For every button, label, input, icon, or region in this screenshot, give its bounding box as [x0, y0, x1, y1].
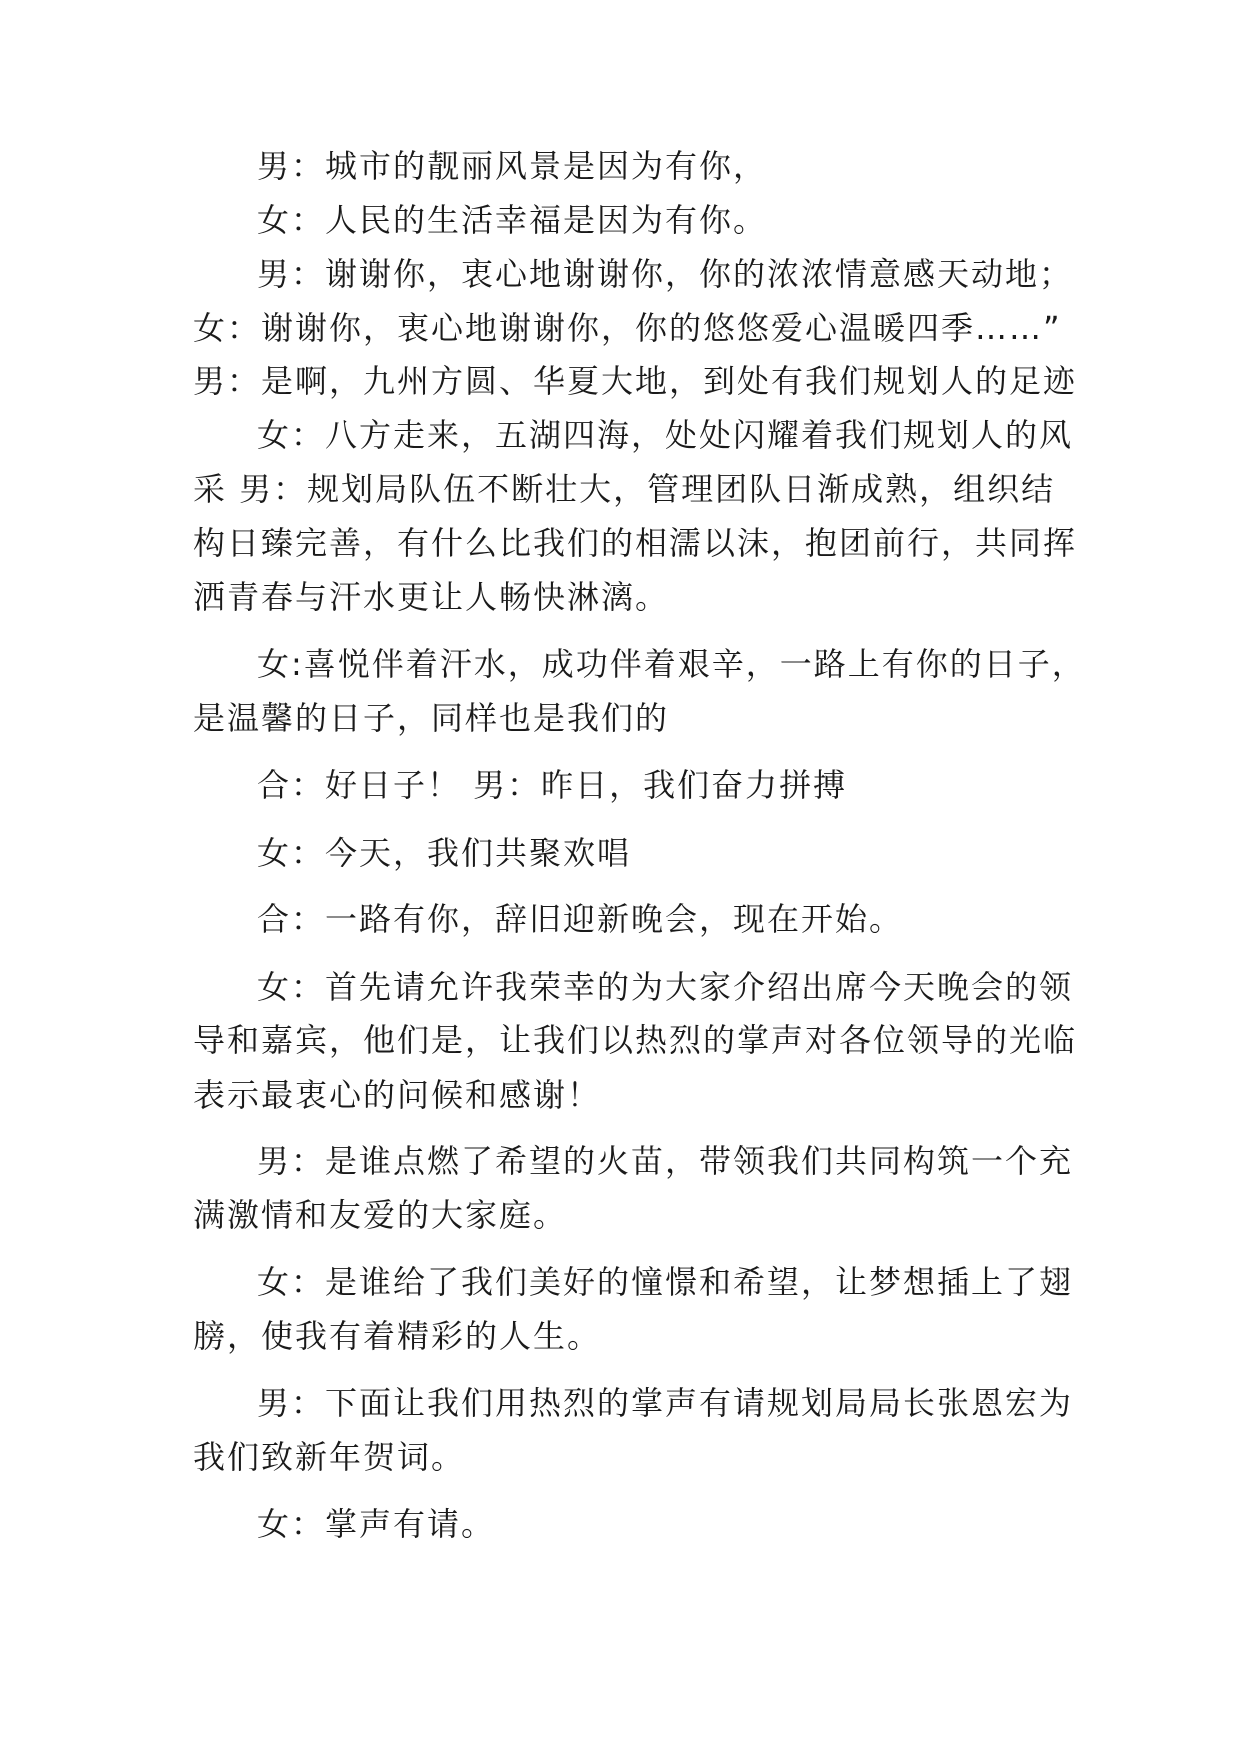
script-line: 男：是谁点燃了希望的火苗，带领我们共同构筑一个充 [257, 1142, 1074, 1180]
script-line: 女：今天，我们共聚欢唱 [257, 834, 632, 872]
script-line: 女：人民的生活幸福是因为有你。 [257, 201, 768, 239]
script-line: 男：下面让我们用热烈的掌声有请规划局局长张恩宏为 [257, 1384, 1074, 1422]
script-line: 构日臻完善，有什么比我们的相濡以沫，抱团前行，共同挥 [193, 524, 1078, 562]
script-line: 女：是谁给了我们美好的憧憬和希望，让梦想插上了翅 [257, 1263, 1074, 1301]
script-line: 女：首先请允许我荣幸的为大家介绍出席今天晚会的领 [257, 968, 1074, 1006]
script-line: 是温馨的日子，同样也是我们的 [193, 699, 670, 737]
script-line: 表示最衷心的问候和感谢！ [193, 1076, 602, 1114]
script-line: 女：谢谢你，衷心地谢谢你，你的悠悠爱心温暖四季……” [193, 309, 1062, 347]
script-line: 合：一路有你，辞旧迎新晚会，现在开始。 [257, 900, 904, 938]
script-line: 导和嘉宾，他们是，让我们以热烈的掌声对各位领导的光临 [193, 1021, 1078, 1059]
script-line: 我们致新年贺词。 [193, 1438, 466, 1476]
script-line: 男：城市的靓丽风景是因为有你， [257, 147, 768, 185]
script-line: 女：八方走来，五湖四海，处处闪耀着我们规划人的风 [257, 416, 1074, 454]
script-line: 女：掌声有请。 [257, 1505, 496, 1543]
script-line: 女:喜悦伴着汗水，成功伴着艰辛，一路上有你的日子， [257, 645, 1086, 683]
script-line: 男：是啊，九州方圆、华夏大地，到处有我们规划人的足迹 [193, 362, 1078, 400]
script-line: 男：谢谢你，衷心地谢谢你，你的浓浓情意感天动地； [257, 255, 1074, 293]
script-line: 合：好日子！ 男：昨日，我们奋力拼搏 [257, 766, 848, 804]
script-line: 采 男：规划局队伍不断壮大，管理团队日渐成熟，组织结 [193, 470, 1056, 508]
script-line: 满激情和友爱的大家庭。 [193, 1196, 568, 1234]
script-line: 膀，使我有着精彩的人生。 [193, 1317, 602, 1355]
script-line: 洒青春与汗水更让人畅快淋漓。 [193, 578, 670, 616]
